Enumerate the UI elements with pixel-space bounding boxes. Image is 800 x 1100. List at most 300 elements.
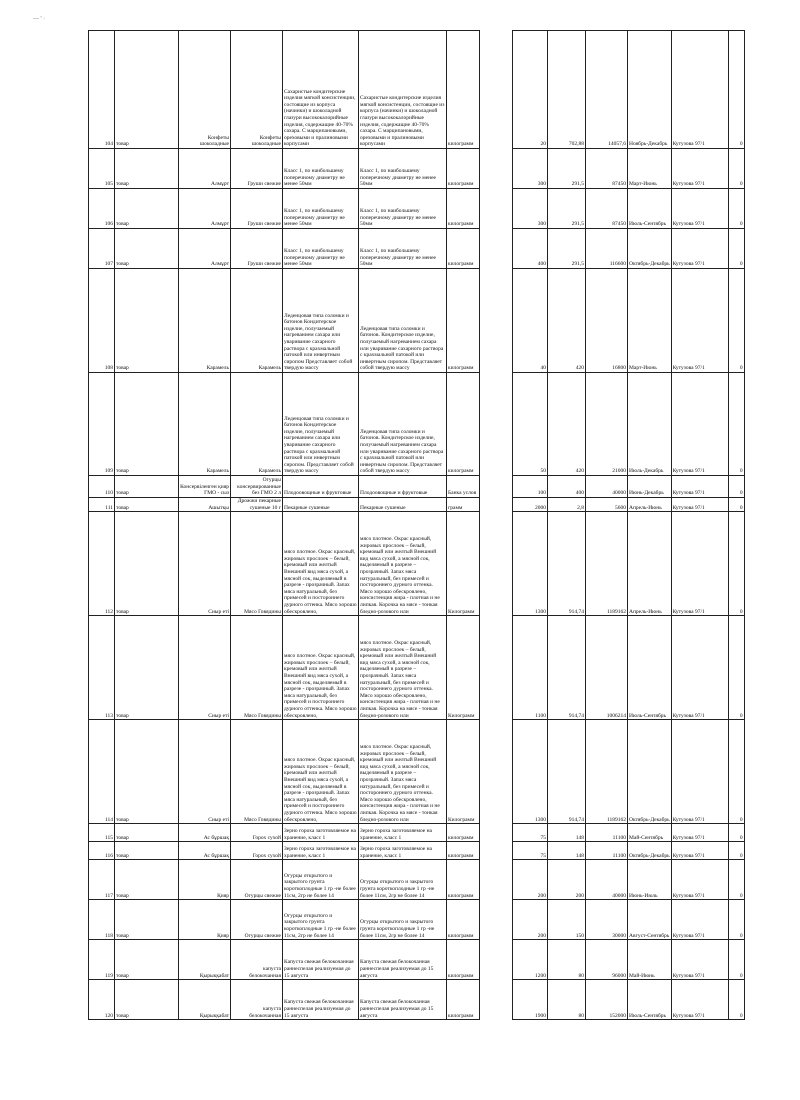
item-period-text: Июнь-Июль <box>629 892 658 899</box>
item-period <box>628 824 672 842</box>
item-sum-text: 152000 <box>609 1012 626 1019</box>
item-price-text: 914,74 <box>568 712 584 719</box>
item-address-text: Кутузова 97/1 <box>672 261 705 268</box>
item-sum-text: 11100 <box>612 834 626 841</box>
item-number <box>89 824 115 842</box>
item-name-ru <box>231 842 283 860</box>
item-extra-text: 0 <box>739 932 743 939</box>
item-quantity <box>513 476 548 498</box>
item-address <box>671 149 728 189</box>
item-price <box>548 149 586 189</box>
item-unit-text: килограмм <box>448 181 474 188</box>
item-name-kz <box>179 900 231 940</box>
item-unit-text: килограмм <box>448 834 474 841</box>
item-description-short-text: Капуста свежая белокочанная раннеспелая реализуемая до 15 августа <box>284 959 354 979</box>
item-type-text: товар <box>116 608 129 615</box>
item-price-text: 291,5 <box>571 221 584 228</box>
item-sum <box>586 512 628 616</box>
item-type <box>115 940 179 980</box>
item-description-full-text: Капуста свежая белокочанная раннеспелая реализуемая до 15 августа <box>360 959 434 979</box>
item-name-ru <box>231 860 283 900</box>
item-name-kz-text: Карамель <box>206 365 229 372</box>
item-unit <box>447 269 480 373</box>
item-address-text: Кутузова 97/1 <box>672 852 705 859</box>
item-address <box>671 900 728 940</box>
item-sum-text: 11100 <box>612 852 626 859</box>
item-price <box>548 373 586 476</box>
item-description-short <box>283 980 359 1020</box>
item-price-text: 420 <box>575 468 584 475</box>
item-unit <box>447 860 480 900</box>
column-gap <box>480 373 513 476</box>
item-name-ru-text: Огурцы консервированные без ГМО 2 л <box>237 477 281 497</box>
item-price-text: 148 <box>575 852 584 859</box>
item-name-ru-text: Мясо Говядины <box>244 816 281 823</box>
item-extra-text: 0 <box>739 712 743 719</box>
item-description-short <box>283 229 359 269</box>
item-address <box>671 498 728 512</box>
item-period <box>628 900 672 940</box>
item-description-full-text: Пекарные сушеные <box>360 504 406 511</box>
column-gap <box>480 189 513 229</box>
item-number <box>89 189 115 229</box>
item-type-text: товар <box>116 181 129 188</box>
item-period-text: Ноябрь-Декабрь <box>629 141 668 148</box>
item-extra <box>728 498 744 512</box>
item-name-ru-text: Мясо Говядины <box>244 608 281 615</box>
item-period-text: Апрель-Июнь <box>629 608 662 615</box>
item-extra <box>728 900 744 940</box>
item-quantity-text: 100 <box>537 490 546 497</box>
item-type <box>115 31 179 149</box>
item-description-full <box>359 842 447 860</box>
table-row <box>89 373 745 476</box>
item-description-full-text: Класс 1, по наибольшему поперечному диаметру не менее 50мм <box>360 168 436 188</box>
item-description-full-text: Капуста свежая белокочанная раннеспелая реализуемая до 15 августа <box>360 999 434 1019</box>
item-name-ru-text: Дрожжи пекарные сушеные 10 г <box>237 498 281 511</box>
item-description-full <box>359 31 447 149</box>
item-description-full-text: Огурцы открытого и закрытого грунта короткоплодные 1 гр -не более 11см, 2гр не более 14 <box>360 879 435 899</box>
item-extra <box>728 31 744 149</box>
item-price <box>548 842 586 860</box>
item-description-full <box>359 498 447 512</box>
item-price <box>548 824 586 842</box>
item-name-kz-text: Алмұрт <box>210 221 229 228</box>
item-period-text: Октябрь-Декабрь <box>629 852 670 859</box>
item-description-full <box>359 900 447 940</box>
item-unit <box>447 980 480 1020</box>
item-number-text: 120 <box>104 1012 113 1019</box>
column-gap <box>480 229 513 269</box>
item-description-short <box>283 149 359 189</box>
item-quantity-text: 1300 <box>535 608 546 615</box>
item-extra <box>728 980 744 1020</box>
item-quantity <box>513 940 548 980</box>
item-description-short-text: Леденцовая типа соломки и батонов Кондитерское изделие, получаемый нагреванием сахара или уваривание сахарного раствора с крахмальной патокой или инвертным сиропом Представляет собой твердую массу <box>284 312 353 372</box>
item-name-kz-text: Қияр <box>217 892 229 899</box>
item-type-text: товар <box>116 852 129 859</box>
item-name-kz-text: Ас бұршақ <box>203 852 229 859</box>
item-address-text: Кутузова 97/1 <box>672 932 705 939</box>
item-number <box>89 229 115 269</box>
item-name-ru <box>231 189 283 229</box>
item-number <box>89 720 115 824</box>
table-row <box>89 269 745 373</box>
item-description-short <box>283 373 359 476</box>
item-name-ru-text: Огурцы свежие <box>244 932 281 939</box>
item-description-short-text: Капуста свежая белокочанная раннеспелая реализуемая до 15 августа <box>284 999 354 1019</box>
column-gap <box>480 940 513 980</box>
item-description-short-text: Класс 1, по наибольшему поперечному диаметру не менее 50мм <box>284 248 345 268</box>
item-number-text: 109 <box>104 468 113 475</box>
item-price <box>548 476 586 498</box>
item-price <box>548 512 586 616</box>
item-address <box>671 189 728 229</box>
column-gap <box>480 824 513 842</box>
item-sum-text: 96000 <box>612 972 626 979</box>
item-description-short <box>283 900 359 940</box>
item-sum <box>586 149 628 189</box>
item-address <box>671 720 728 824</box>
item-period <box>628 842 672 860</box>
item-sum-text: 1189162 <box>606 816 626 823</box>
item-name-kz <box>179 229 231 269</box>
item-period <box>628 512 672 616</box>
column-gap <box>480 842 513 860</box>
item-type <box>115 498 179 512</box>
item-name-ru-text: Горох сухой <box>252 852 281 859</box>
column-gap <box>480 616 513 720</box>
item-name-ru <box>231 512 283 616</box>
item-period <box>628 498 672 512</box>
item-number-text: 108 <box>104 365 113 372</box>
item-number <box>89 31 115 149</box>
item-name-kz <box>179 498 231 512</box>
item-price-text: 702,88 <box>568 141 584 148</box>
item-extra-text: 0 <box>739 365 743 372</box>
item-name-kz-text: Қырыққабат <box>199 1012 229 1019</box>
item-extra <box>728 616 744 720</box>
item-description-full-text: Класс 1, по наибольшему поперечному диаметру не менее 50мм <box>360 208 436 228</box>
item-description-short-text: мясо плотное. Окрас красный, жировых прослоек – белый, кремовый или желтый Внешний вид мяса сухой, а мясной сок, выделяемый в разрезе - прозрачный. Запах мяса натуральный, без примесей и постороннего дурного оттенка. Мясо хорошо обескровлено, <box>284 757 357 823</box>
item-address-text: Кутузова 97/1 <box>672 181 705 188</box>
item-number <box>89 373 115 476</box>
item-type <box>115 476 179 498</box>
item-extra-text: 0 <box>739 221 743 228</box>
item-description-full <box>359 512 447 616</box>
item-name-ru-text: капуста белокочанная <box>249 966 281 979</box>
item-description-short-text: Огурцы открытого и закрытого грунта короткоплодные 1 гр -не более 11см, 2гр не более 14 <box>284 912 356 939</box>
item-type-text: товар <box>116 468 129 475</box>
item-price <box>548 269 586 373</box>
item-address <box>671 269 728 373</box>
item-quantity-text: 300 <box>537 181 546 188</box>
column-gap <box>480 476 513 498</box>
item-unit-text: Банка услов <box>448 490 477 497</box>
item-description-full <box>359 373 447 476</box>
item-price <box>548 980 586 1020</box>
item-quantity-text: 50 <box>540 468 546 475</box>
item-number-text: 105 <box>104 181 113 188</box>
item-extra <box>728 269 744 373</box>
item-unit <box>447 31 480 149</box>
item-extra-text: 0 <box>739 1012 743 1019</box>
item-number-text: 113 <box>104 712 113 719</box>
item-name-ru-text: капуста белокочанная <box>249 1006 281 1019</box>
item-description-full <box>359 720 447 824</box>
item-sum <box>586 900 628 940</box>
item-name-kz <box>179 616 231 720</box>
item-type <box>115 229 179 269</box>
item-price-text: 80 <box>578 972 584 979</box>
item-description-full <box>359 269 447 373</box>
item-price-text: 400 <box>575 490 584 497</box>
item-number <box>89 900 115 940</box>
item-extra <box>728 842 744 860</box>
item-unit-text: килограмм <box>448 932 474 939</box>
item-name-ru <box>231 149 283 189</box>
item-unit-text: килограмм <box>448 365 474 372</box>
table-row <box>89 149 745 189</box>
item-sum-text: 1189162 <box>606 608 626 615</box>
item-price-text: 200 <box>575 892 584 899</box>
table-row <box>89 189 745 229</box>
item-name-kz <box>179 842 231 860</box>
item-quantity <box>513 498 548 512</box>
item-name-kz-text: Ас бұршақ <box>203 834 229 841</box>
item-address-text: Кутузова 97/1 <box>672 608 705 615</box>
item-sum-text: 21000 <box>612 468 626 475</box>
item-description-short <box>283 720 359 824</box>
item-quantity <box>513 616 548 720</box>
item-address <box>671 940 728 980</box>
item-period <box>628 860 672 900</box>
item-quantity <box>513 373 548 476</box>
item-price-text: 148 <box>575 834 584 841</box>
item-name-ru <box>231 940 283 980</box>
item-sum <box>586 269 628 373</box>
table-row <box>89 842 745 860</box>
table-row <box>89 980 745 1020</box>
item-type <box>115 373 179 476</box>
item-type-text: товар <box>116 490 129 497</box>
item-address-text: Кутузова 97/1 <box>672 221 705 228</box>
item-quantity-text: 200 <box>537 932 546 939</box>
item-price <box>548 498 586 512</box>
item-name-kz-text: Карамель <box>206 468 229 475</box>
item-unit-text: килограмм <box>448 1012 474 1019</box>
item-address <box>671 373 728 476</box>
item-number-text: 112 <box>104 608 113 615</box>
item-unit-text: килограмм <box>448 261 474 268</box>
item-address-text: Кутузова 97/1 <box>672 504 705 511</box>
item-price-text: 2,8 <box>577 504 584 511</box>
item-number-text: 114 <box>104 816 113 823</box>
item-number-text: 118 <box>104 932 113 939</box>
item-sum-text: 40000 <box>612 490 626 497</box>
item-quantity <box>513 269 548 373</box>
item-number-text: 111 <box>105 504 113 511</box>
item-unit <box>447 842 480 860</box>
item-address-text: Кутузова 97/1 <box>672 892 705 899</box>
item-number-text: 117 <box>104 892 113 899</box>
item-name-kz <box>179 149 231 189</box>
item-quantity <box>513 980 548 1020</box>
table-row <box>89 229 745 269</box>
item-extra-text: 0 <box>739 490 743 497</box>
item-period-text: Август-Сентябрь <box>629 932 670 939</box>
item-name-ru <box>231 269 283 373</box>
item-extra <box>728 860 744 900</box>
item-number-text: 119 <box>104 972 113 979</box>
item-sum <box>586 498 628 512</box>
item-quantity <box>513 860 548 900</box>
table-row <box>89 498 745 512</box>
item-unit <box>447 720 480 824</box>
item-sum <box>586 373 628 476</box>
item-type <box>115 720 179 824</box>
item-description-full-text: Зерно гороха заготовляемое на хранение, класс 1 <box>360 828 432 841</box>
item-price-text: 914,74 <box>568 816 584 823</box>
item-extra <box>728 720 744 824</box>
item-name-kz <box>179 720 231 824</box>
item-number-text: 116 <box>104 852 113 859</box>
item-description-full-text: Огурцы открытого и закрытого грунта короткоплодные 1 гр -не более 11см, 2гр не более 14 <box>360 919 435 939</box>
item-name-kz <box>179 980 231 1020</box>
item-type-text: товар <box>116 141 129 148</box>
item-unit-text: килограмм <box>448 141 474 148</box>
item-price <box>548 860 586 900</box>
item-price-text: 80 <box>578 1012 584 1019</box>
item-name-kz <box>179 824 231 842</box>
item-unit-text: килограмм <box>448 972 474 979</box>
item-name-kz-text: Алмұрт <box>210 181 229 188</box>
item-extra-text: 0 <box>739 892 743 899</box>
item-type-text: товар <box>116 816 129 823</box>
item-extra-text: 0 <box>739 972 743 979</box>
item-price <box>548 616 586 720</box>
item-description-full-text: Сахаристые кондитерские изделия мягкой консистенции, состоящие из корпуса (начинки) и шоколадной глазури высококалорийные изделия, содержащие 40-70% сахара. С марципановыми, ореховыми и пралиновыми корпусами <box>360 95 445 148</box>
item-address <box>671 842 728 860</box>
item-period <box>628 189 672 229</box>
item-description-full <box>359 149 447 189</box>
item-name-ru <box>231 900 283 940</box>
item-unit-text: Килограмм <box>448 816 475 823</box>
item-type-text: товар <box>116 972 129 979</box>
item-sum <box>586 720 628 824</box>
item-sum <box>586 189 628 229</box>
item-period-text: Июль-Сентябрь <box>629 712 667 719</box>
item-number <box>89 476 115 498</box>
item-price-text: 291,5 <box>571 181 584 188</box>
item-quantity-text: 1900 <box>535 1012 546 1019</box>
item-name-kz <box>179 476 231 498</box>
item-description-full <box>359 616 447 720</box>
item-type-text: товар <box>116 892 129 899</box>
item-name-kz-text: Алмұрт <box>210 261 229 268</box>
item-unit <box>447 149 480 189</box>
table-row <box>89 476 745 498</box>
item-number <box>89 498 115 512</box>
item-name-ru <box>231 373 283 476</box>
item-type <box>115 512 179 616</box>
item-price <box>548 720 586 824</box>
item-type-text: товар <box>116 261 129 268</box>
item-price <box>548 900 586 940</box>
item-address <box>671 512 728 616</box>
item-name-kz-text: Ашытқы <box>208 504 229 511</box>
item-period <box>628 940 672 980</box>
item-description-full <box>359 229 447 269</box>
item-extra-text: 0 <box>739 608 743 615</box>
item-price <box>548 189 586 229</box>
item-number <box>89 940 115 980</box>
column-gap <box>480 512 513 616</box>
item-quantity-text: 400 <box>537 261 546 268</box>
item-description-short-text: Плодоовощные и фруктовые <box>284 490 352 497</box>
item-address-text: Кутузова 97/1 <box>672 816 705 823</box>
item-price-text: 150 <box>575 932 584 939</box>
item-sum <box>586 616 628 720</box>
item-unit <box>447 229 480 269</box>
item-address <box>671 980 728 1020</box>
column-gap <box>480 980 513 1020</box>
item-price <box>548 31 586 149</box>
item-address <box>671 31 728 149</box>
item-name-ru-text: Мясо Говядины <box>244 712 281 719</box>
item-name-kz-text: Сиыр еті <box>208 712 229 719</box>
item-unit <box>447 616 480 720</box>
item-name-kz <box>179 189 231 229</box>
item-quantity-text: 75 <box>540 852 546 859</box>
item-description-short-text: Огурцы открытого и закрытого грунта короткоплодные 1 гр -не более 11см, 2гр не более 14 <box>284 872 356 899</box>
item-name-kz <box>179 373 231 476</box>
item-description-short-text: мясо плотное. Окрас красный, жировых прослоек – белый, кремовый или желтый Внешний вид мяса сухой, а мясной сок, выделяемый в разрезе - прозрачный. Запах мяса натуральный, без примесей и постороннего дурного оттенка. Мясо хорошо обескровлено, <box>284 653 357 719</box>
item-quantity <box>513 189 548 229</box>
item-type-text: товар <box>116 504 129 511</box>
item-address-text: Кутузова 97/1 <box>672 468 705 475</box>
item-address <box>671 476 728 498</box>
item-name-kz-text: Сиыр еті <box>208 608 229 615</box>
item-period-text: Май-Сентябрь <box>629 834 664 841</box>
item-description-short <box>283 189 359 229</box>
item-description-full-text: мясо плотное. Окрас красный, жировых прослоек – белый, кремовый или желтый Внешний вид мяса сухой, а мясной сок, выделяемый в разрезе – прозрачный. Запах мяса натуральный, без примесей и постороннего дурного оттенка. Мясо хорошо обескровлено, консистенция жира - плотная и не липкая. Корочка на мясе - тонкая бледно-розового или <box>360 640 440 719</box>
item-period-text: Октябрь-Декабрь <box>629 816 670 823</box>
item-name-ru-text: Горох сухой <box>252 834 281 841</box>
item-description-full <box>359 940 447 980</box>
column-gap <box>480 860 513 900</box>
item-quantity <box>513 720 548 824</box>
item-number-text: 107 <box>104 261 113 268</box>
item-quantity-text: 40 <box>540 365 546 372</box>
item-quantity-text: 1200 <box>535 972 546 979</box>
item-extra-text: 0 <box>739 852 743 859</box>
item-name-ru-text: Огурцы свежие <box>244 892 281 899</box>
item-name-ru-text: Груши свежие <box>247 221 281 228</box>
item-unit <box>447 512 480 616</box>
item-name-kz-text: Конфеты шоколадные <box>199 134 229 148</box>
item-name-ru-text: Карамель <box>258 365 281 372</box>
item-description-short-text: мясо плотное. Окрас красный, жировых прослоек – белый, кремовый или желтый Внешний вид мяса сухой, а мясной сок, выделяемый в разрезе - прозрачный. Запах мяса натуральный, без примесей и постороннего дурного оттенка. Мясо хорошо обескровлено, <box>284 549 357 615</box>
item-unit-text: килограмм <box>448 221 474 228</box>
item-description-short <box>283 842 359 860</box>
item-number <box>89 842 115 860</box>
item-extra-text: 0 <box>739 141 743 148</box>
item-number-text: 115 <box>104 834 113 841</box>
item-sum-text: 14057,6 <box>608 141 626 148</box>
column-gap <box>480 149 513 189</box>
item-extra-text: 0 <box>739 504 743 511</box>
